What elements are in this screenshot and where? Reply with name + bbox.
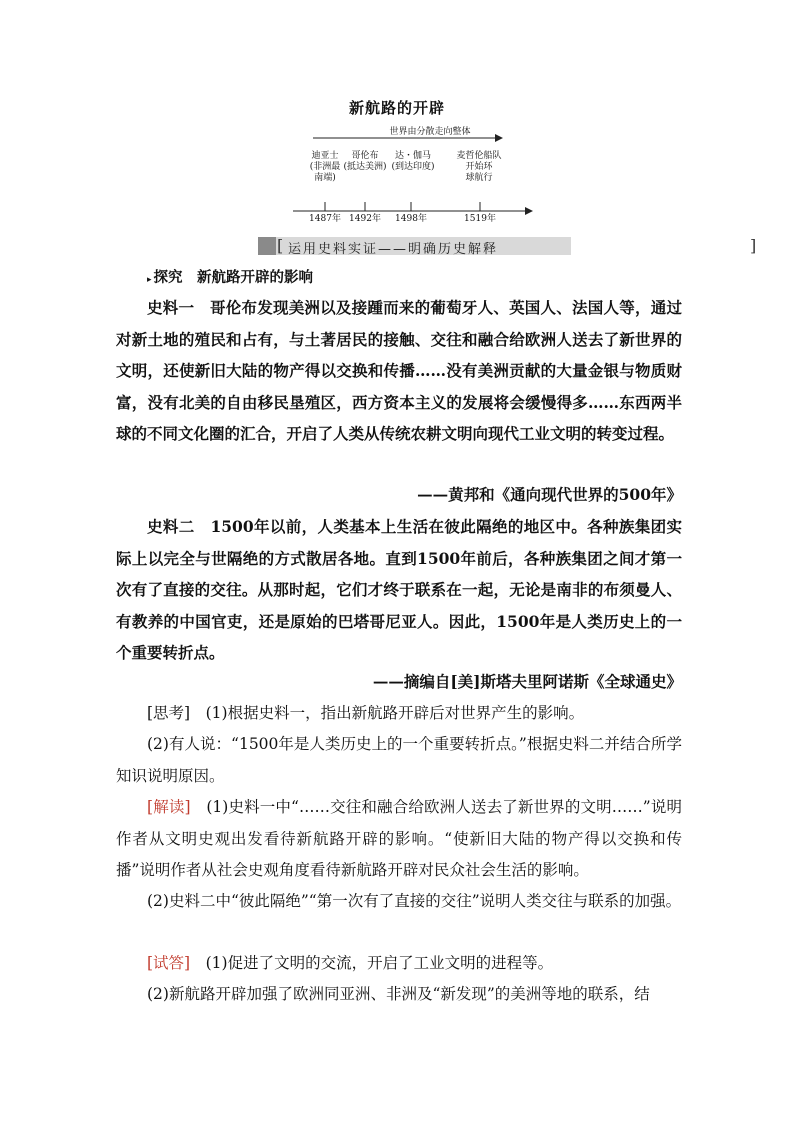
year-1492: 1492年	[349, 214, 381, 224]
event-name: 达・伽马	[394, 151, 431, 161]
banner-bracket-left: [	[277, 236, 284, 255]
material-2-label: 史料二	[147, 517, 195, 536]
event-detail: (到达印度)	[391, 162, 435, 172]
interpret-a2: (2)史料二中“彼此隔绝”“第一次有了直接的交往”说明人类交往与联系的加强。	[147, 892, 682, 910]
year-1519: 1519年	[464, 214, 496, 224]
think-q1	[116, 698, 682, 730]
think-q2: (2)有人说：“1500年是人类历史上的一个重要转折点。”根据史料二并结合所学知识说明原因。	[116, 735, 682, 785]
event-magellan	[451, 151, 507, 184]
material-1-label: 史料一	[147, 298, 195, 317]
section-heading	[147, 266, 313, 287]
material-1-source: ——黄邦和《通向现代世界的500年》	[417, 485, 682, 504]
event-name: 麦哲伦船队	[456, 151, 502, 161]
material-2	[116, 511, 682, 669]
timeline-diagram	[285, 118, 545, 228]
answer-a2: (2)新航路开辟加强了欧洲同亚洲、非洲及“新发现”的美洲等地的联系，结	[147, 985, 650, 1003]
event-detail: (非洲最	[309, 162, 341, 172]
year-1498: 1498年	[395, 214, 427, 224]
interpret-a1	[116, 792, 682, 887]
banner-bracket-right: ]	[750, 236, 757, 255]
top-arrow-head	[495, 134, 503, 142]
event-gama	[386, 151, 440, 173]
page-title: 新航路的开辟	[348, 99, 445, 117]
event-detail: 南端)	[314, 173, 336, 183]
answer-a1-text: (1)促进了文明的交流，开启了工业文明的进程等。	[205, 954, 554, 972]
axis-arrow-head	[525, 207, 533, 215]
material-2-source: ——摘编自[美]斯塔夫里阿诺斯《全球通史》	[372, 672, 682, 691]
banner-text: 运用史料实证——明确历史解释	[288, 242, 499, 257]
interpret-a1-text: (1)史料一中“……交往和融合给欧洲人送去了新世界的文明……”说明作者从文明史观出发看待新航路开辟的影响。“使新旧大陆的物产得以交换和传播”说明作者从社会史观角度看待新航路开辟对民众社会生活的影响。	[116, 798, 682, 879]
think-tag: [思考]	[147, 704, 191, 722]
year-1487: 1487年	[309, 214, 341, 224]
answer-tag: [试答]	[147, 954, 191, 972]
event-detail: 球航行	[465, 173, 493, 183]
event-columbus	[340, 151, 390, 173]
timeline-header: 世界由分散走向整体	[389, 127, 471, 137]
interpret-tag: [解读]	[147, 798, 191, 816]
triangle-marker-icon: ▸	[147, 275, 152, 285]
material-1	[116, 292, 682, 450]
section-heading-text: 探究 新航路开辟的影响	[153, 269, 314, 286]
event-detail: 开始环	[465, 162, 493, 172]
section-banner	[258, 236, 757, 257]
material-1-text: 哥伦布发现美洲以及接踵而来的葡萄牙人、英国人、法国人等，通过对新土地的殖民和占有，与土著居民的接触、交往和融合给欧洲人送去了新世界的文明，还使新旧大陆的物产得以交换和传播……没有美洲贡献的大量金银与物质财富，没有北美的自由移民垦殖区，西方资本主义的发展将会缓慢得多……东西两半球的不同文化圈的汇合，开启了人类从传统农耕文明向现代工业文明的转变过程。	[116, 298, 682, 443]
think-q1-text: (1)根据史料一，指出新航路开辟后对世界产生的影响。	[205, 704, 585, 722]
banner-block	[258, 237, 276, 255]
answer-a1	[116, 948, 682, 980]
event-detail: (抵达美洲)	[343, 162, 387, 172]
material-2-text: 1500年以前，人类基本上生活在彼此隔绝的地区中。各种族集团实际上以完全与世隔绝的方式散居各地。直到1500年前后，各种族集团之间才第一次有了直接的交往。从那时起，它们才终于联系在一起，无论是南非的布须曼人、有教养的中国官吏，还是原始的巴塔哥尼亚人。因此，1500年是人类历史上的一个重要转折点。	[116, 517, 682, 662]
event-name: 哥伦布	[351, 151, 379, 161]
event-name: 迪亚士	[311, 151, 339, 161]
